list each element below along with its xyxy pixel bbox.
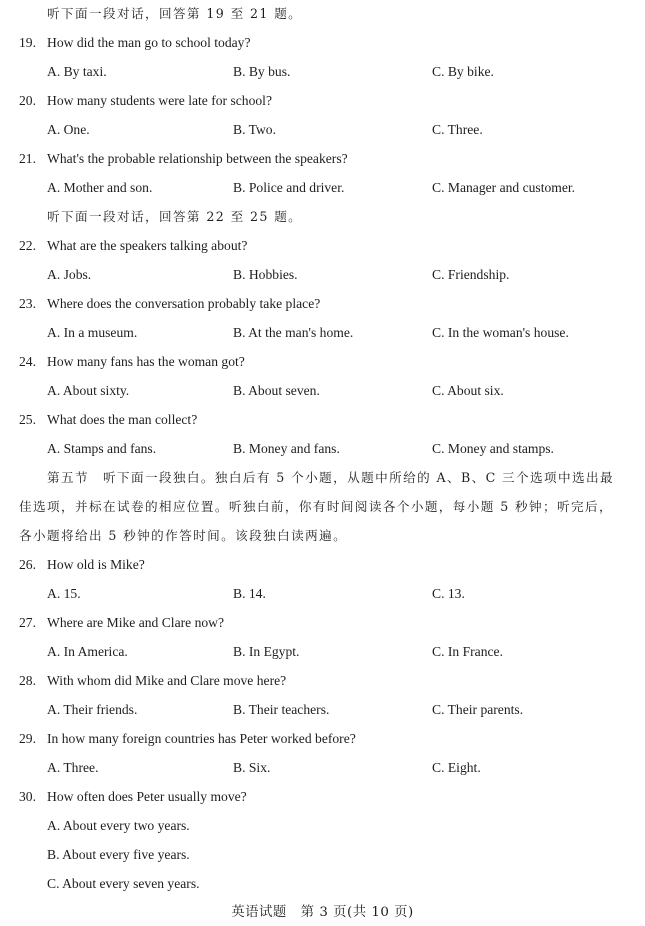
- question-text: How old is Mike?: [47, 557, 145, 572]
- question-number: 23.: [19, 296, 36, 311]
- option-a: A. About every two years.: [47, 818, 190, 833]
- question-number: 27.: [19, 615, 36, 630]
- option-c: C. About six.: [432, 383, 504, 398]
- option-b: B. Two.: [233, 122, 276, 137]
- option-b: B. About every five years.: [47, 847, 190, 862]
- option-b: B. Police and driver.: [233, 180, 345, 195]
- question-text: Where are Mike and Clare now?: [47, 615, 225, 630]
- option-a: A. One.: [47, 122, 90, 137]
- question-29: [19, 730, 356, 748]
- option-a: A. Stamps and fans.: [47, 441, 157, 456]
- option-c: C. About every seven years.: [47, 876, 200, 891]
- question-number: 21.: [19, 151, 36, 166]
- question-number: 26.: [19, 557, 36, 572]
- option-c: C. Three.: [432, 122, 483, 137]
- option-a: A. Mother and son.: [47, 180, 153, 195]
- option-b: B. Their teachers.: [233, 702, 330, 717]
- option-b: B. Six.: [233, 760, 271, 775]
- question-number: 19.: [19, 35, 36, 50]
- question-text: What does the man collect?: [47, 412, 198, 427]
- option-c: C. Money and stamps.: [432, 441, 554, 456]
- option-c: C. Friendship.: [432, 267, 510, 282]
- question-22: [19, 237, 247, 255]
- option-b: B. Hobbies.: [233, 267, 298, 282]
- question-25: [19, 411, 197, 429]
- option-c: C. In the woman's house.: [432, 325, 569, 340]
- question-number: 25.: [19, 412, 36, 427]
- option-a: A. By taxi.: [47, 64, 107, 79]
- instruction-22-25: 听下面一段对话，回答第 22 至 25 题。: [47, 209, 303, 224]
- question-number: 30.: [19, 789, 36, 804]
- question-number: 20.: [19, 93, 36, 108]
- option-c: C. Their parents.: [432, 702, 524, 717]
- option-b: B. Money and fans.: [233, 441, 340, 456]
- question-text: How many fans has the woman got?: [47, 354, 245, 369]
- question-24: [19, 353, 245, 371]
- option-c: C. In France.: [432, 644, 503, 659]
- question-number: 28.: [19, 673, 36, 688]
- question-28: [19, 672, 286, 690]
- option-c: C. 13.: [432, 586, 465, 601]
- option-b: B. 14.: [233, 586, 266, 601]
- option-c: C. Manager and customer.: [432, 180, 576, 195]
- question-text: How often does Peter usually move?: [47, 789, 247, 804]
- option-a: A. Three.: [47, 760, 99, 775]
- option-a: A. Jobs.: [47, 267, 92, 282]
- question-27: [19, 614, 224, 632]
- option-a: A. In America.: [47, 644, 128, 659]
- question-30: [19, 788, 247, 806]
- question-20: [19, 92, 272, 110]
- question-19: [19, 34, 251, 52]
- question-number: 22.: [19, 238, 36, 253]
- option-b: B. In Egypt.: [233, 644, 300, 659]
- section5-line-1: 第五节 听下面一段独白。独白后有 5 个小题，从题中所给的 A、B、C 三个选项中选出最: [47, 470, 614, 485]
- question-text: With whom did Mike and Clare move here?: [47, 673, 287, 688]
- option-a: A. About sixty.: [47, 383, 130, 398]
- option-a: A. Their friends.: [47, 702, 138, 717]
- instruction-19-21: 听下面一段对话，回答第 19 至 21 题。: [47, 6, 303, 21]
- option-b: B. By bus.: [233, 64, 291, 79]
- question-26: [19, 556, 145, 574]
- question-text: In how many foreign countries has Peter worked before?: [47, 731, 356, 746]
- question-text: What are the speakers talking about?: [47, 238, 248, 253]
- option-a: A. In a museum.: [47, 325, 138, 340]
- question-text: How did the man go to school today?: [47, 35, 251, 50]
- section5-line-3: 各小题将给出 5 秒钟的作答时间。该段独白读两遍。: [19, 528, 348, 543]
- option-b: B. About seven.: [233, 383, 320, 398]
- question-number: 29.: [19, 731, 36, 746]
- page-footer: 英语试题 第 3 页(共 10 页): [231, 905, 414, 920]
- section5-line-2: 佳选项，并标在试卷的相应位置。听独白前，你有时间阅读各个小题，每小题 5 秒钟；听完后，: [19, 499, 613, 514]
- option-b: B. At the man's home.: [233, 325, 354, 340]
- option-a: A. 15.: [47, 586, 81, 601]
- option-c: C. Eight.: [432, 760, 481, 775]
- question-text: How many students were late for school?: [47, 93, 272, 108]
- question-21: [19, 150, 348, 168]
- option-c: C. By bike.: [432, 64, 494, 79]
- question-text: What's the probable relationship between the speakers?: [47, 151, 348, 166]
- question-23: [19, 295, 320, 313]
- question-number: 24.: [19, 354, 36, 369]
- question-text: Where does the conversation probably take place?: [47, 296, 321, 311]
